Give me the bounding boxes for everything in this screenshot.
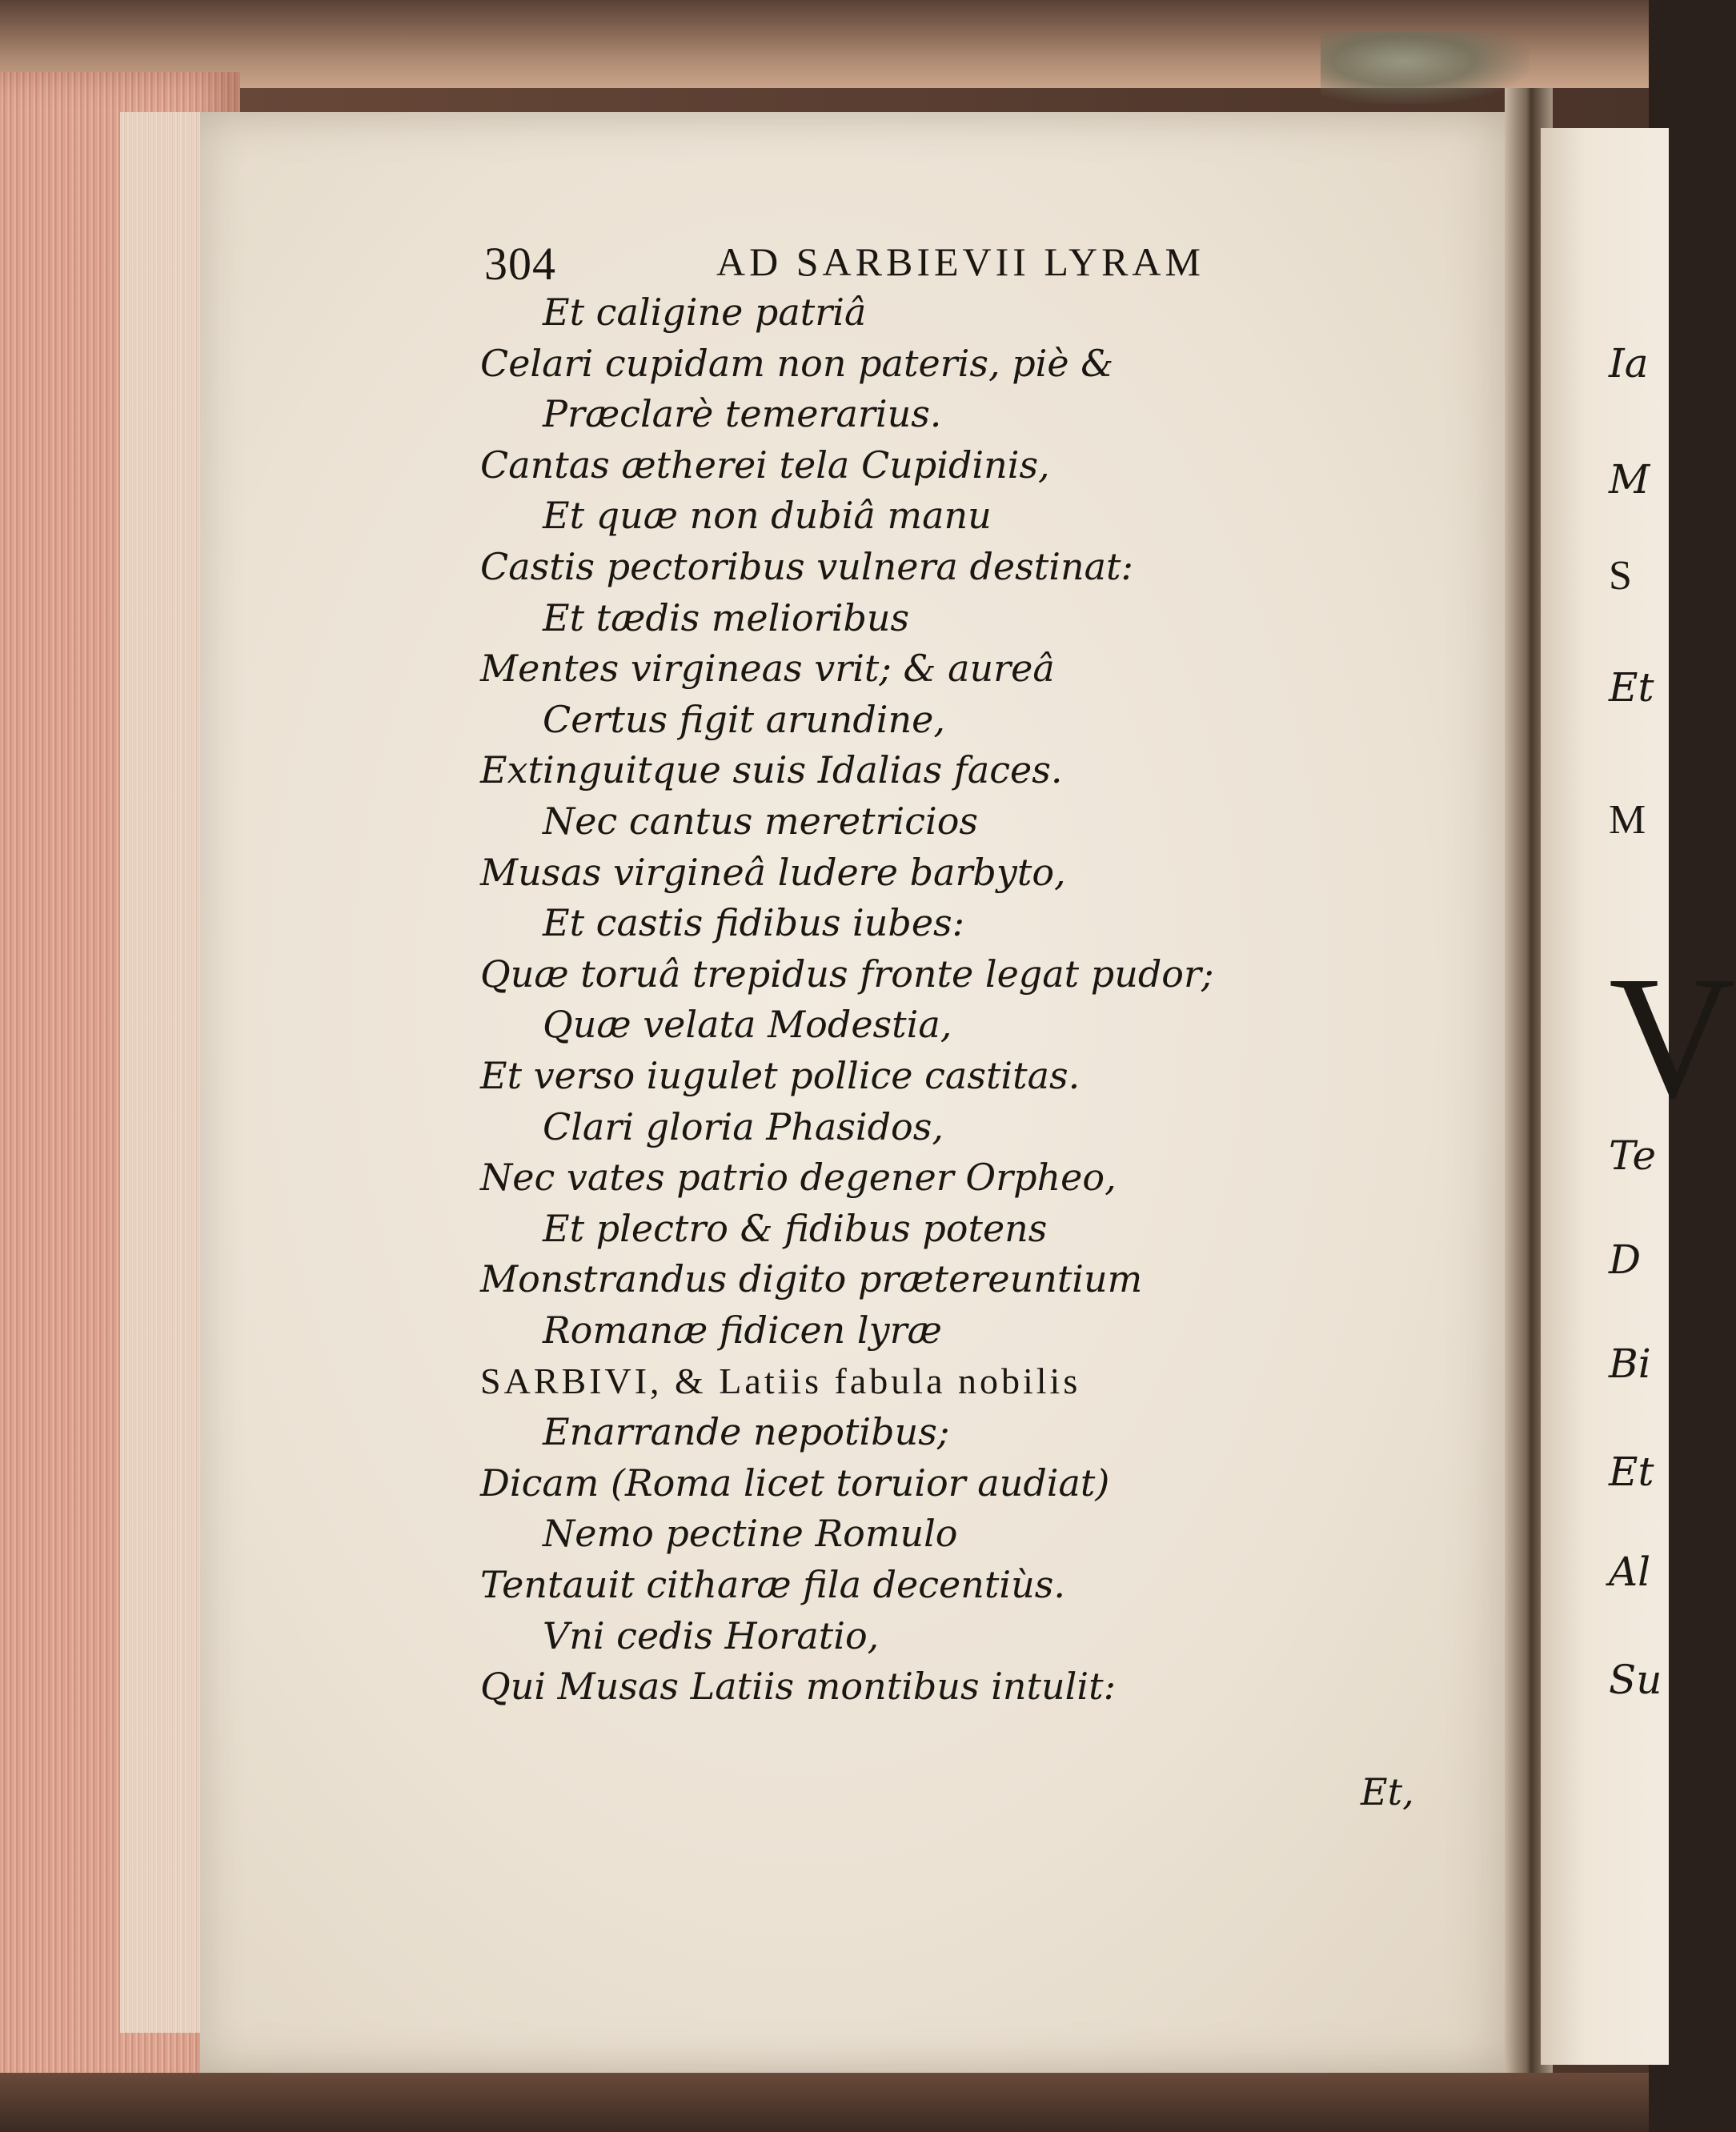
verse-line: Præclarè temerarius. [543, 392, 942, 436]
verse-line: Quæ toruâ trepidus fronte legat pudor; [480, 952, 1214, 996]
verse-line: Et caligine patriâ [543, 291, 867, 334]
facing-page-fragment: S [1609, 553, 1632, 599]
verse-line: Quæ velata Modestia, [543, 1003, 952, 1047]
verse-line: Dicam (Roma licet toruior audiat) [480, 1461, 1110, 1505]
verse-line: SARBIVI, & Latiis fabula nobilis [480, 1360, 1081, 1401]
verse-line: Qui Musas Latiis montibus intulit: [480, 1665, 1117, 1709]
facing-page-fragment: V [1609, 940, 1736, 1135]
verse-line: Nec vates patrio degener Orpheo, [480, 1156, 1117, 1200]
verse-line: Castis pectoribus vulnera destinat: [480, 545, 1133, 588]
verse-line: Et castis fidibus iubes: [543, 901, 965, 945]
verse-line: Enarrande nepotibus; [543, 1410, 950, 1454]
verse-line: Et verso iugulet pollice castitas. [480, 1054, 1080, 1097]
verse-line: Certus figit arundine, [543, 697, 945, 741]
facing-page-fragment: Et [1609, 1449, 1654, 1495]
facing-page-fragment: Al [1609, 1549, 1651, 1595]
book-cover-bottom [0, 2073, 1649, 2132]
verse-line: Et plectro & fidibus potens [543, 1206, 1048, 1250]
verse-line: Et quæ non dubiâ manu [543, 494, 992, 538]
verse-line: Clari gloria Phasidos, [543, 1104, 944, 1148]
verse-line: Cantas ætherei tela Cupidinis, [480, 443, 1050, 487]
verse-line: Extinguitque suis Idalias faces. [480, 748, 1063, 792]
catchword: Et, [1361, 1770, 1414, 1813]
running-head: AD SARBIEVII LYRAM [716, 239, 1205, 284]
facing-page-fragment: Ia [1609, 340, 1649, 387]
facing-page-fragment: Et [1609, 664, 1654, 711]
worn-binding-edge [1321, 32, 1529, 104]
facing-page-fragment: M [1609, 456, 1650, 503]
facing-page-fragment: D [1609, 1236, 1642, 1283]
page-number: 304 [484, 238, 556, 290]
verse-line: Et tædis melioribus [543, 595, 910, 639]
facing-page-fragment: Te [1609, 1132, 1657, 1179]
facing-page-fragment: Su [1609, 1657, 1662, 1703]
facing-page-fragment: Bi [1609, 1341, 1651, 1387]
facing-page-fragment: M [1609, 797, 1646, 843]
page-header [484, 237, 1245, 293]
verse-line: Musas virgineâ ludere barbyto, [480, 850, 1066, 894]
verse-line: Celari cupidam non pateris, piè & [480, 341, 1114, 385]
verse-line: Romanæ fidicen lyræ [543, 1308, 942, 1352]
verse-line: Nec cantus meretricios [543, 800, 979, 843]
verse-line: Tentauit citharæ fila decentiùs. [480, 1563, 1065, 1606]
verse-line: Monstrandus digito prætereuntium [480, 1257, 1143, 1301]
verse-line: Vni cedis Horatio, [543, 1613, 880, 1657]
verse-line: Mentes virgineas vrit; & aureâ [480, 647, 1055, 691]
verse-line: Nemo pectine Romulo [543, 1512, 958, 1556]
